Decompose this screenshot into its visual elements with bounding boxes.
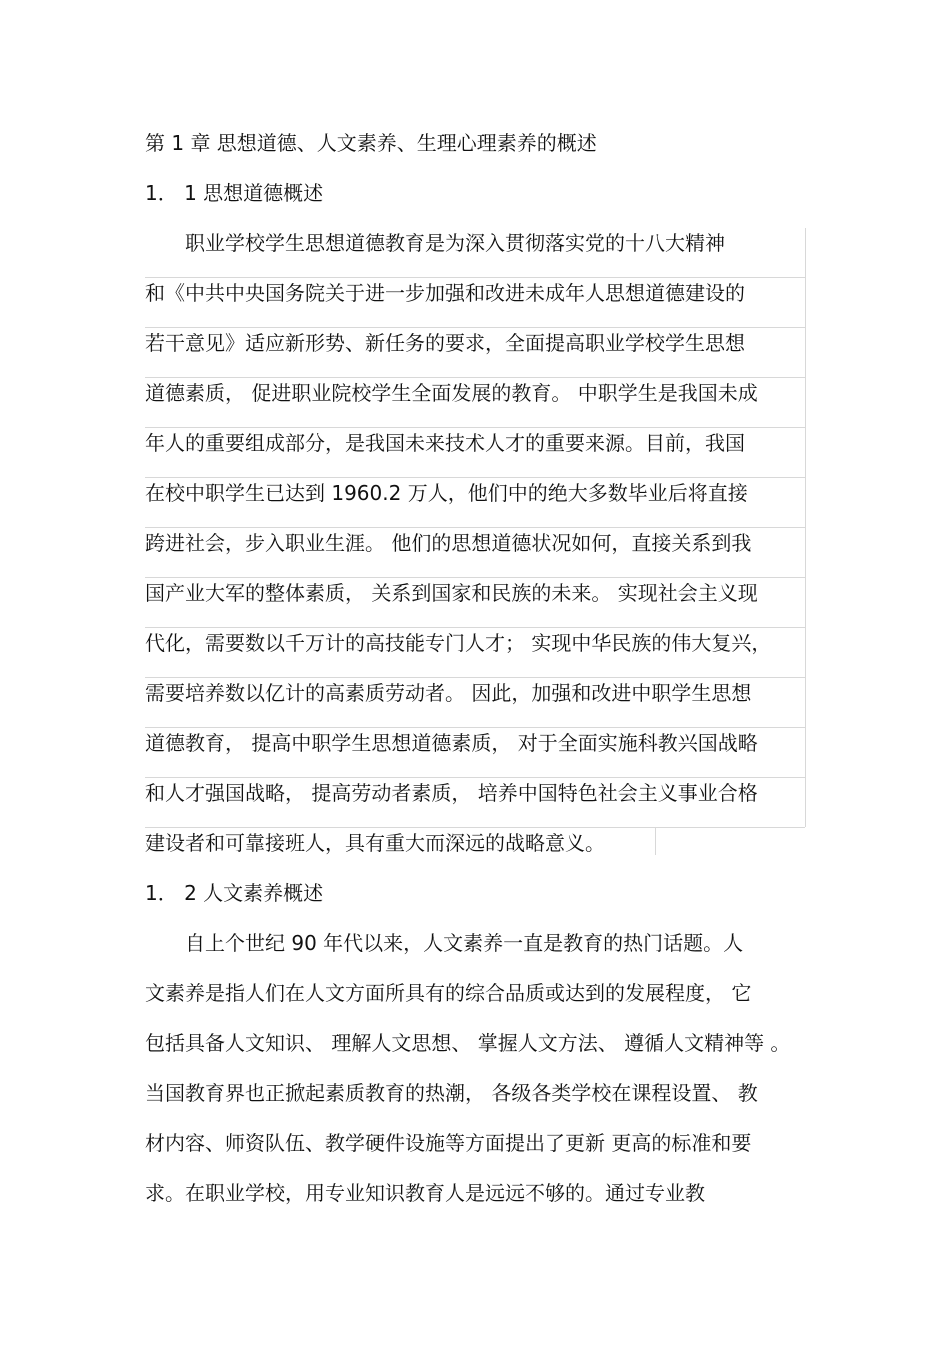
- paragraph-line: 道德教育， 提高中职学生思想道德素质， 对于全面实施科教兴国战略: [145, 731, 758, 755]
- paragraph-line: 若干意见》适应新形势、新任务的要求，全面提高职业学校学生思想: [145, 331, 745, 355]
- paragraph-line: 年人的重要组成部分，是我国未来技术人才的重要来源。目前，我国: [145, 431, 745, 455]
- table-rule: [145, 827, 805, 828]
- paragraph-line: 道德素质， 促进职业院校学生全面发展的教育。 中职学生是我国未成: [145, 381, 758, 405]
- table-rule: [145, 777, 805, 778]
- paragraph-line: 当国教育界也正掀起素质教育的热潮， 各级各类学校在课程设置、 教: [145, 1081, 758, 1105]
- table-rule: [145, 727, 805, 728]
- paragraph-line: 需要培养数以亿计的高素质劳动者。 因此，加强和改进中职学生思想: [145, 681, 752, 705]
- table-rule: [145, 627, 805, 628]
- table-rule: [145, 327, 805, 328]
- paragraph-line: 跨进社会，步入职业生涯。 他们的思想道德状况如何，直接关系到我: [145, 531, 752, 555]
- paragraph-line: 自上个世纪 90 年代以来，人文素养一直是教育的热门话题。人: [185, 931, 744, 955]
- table-rule: [145, 277, 805, 278]
- paragraph-line: 包括具备人文知识、 理解人文思想、 掌握人文方法、 遵循人文精神等 。: [145, 1031, 791, 1055]
- paragraph-line: 材内容、师资队伍、教学硬件设施等方面提出了更新 更高的标准和要: [145, 1131, 752, 1155]
- paragraph-line: 职业学校学生思想道德教育是为深入贯彻落实党的十八大精神: [185, 231, 725, 255]
- paragraph-line: 文素养是指人们在人文方面所具有的综合品质或达到的发展程度， 它: [145, 981, 752, 1005]
- table-rule: [145, 377, 805, 378]
- paragraph-line: 和人才强国战略， 提高劳动者素质， 培养中国特色社会主义事业合格: [145, 781, 758, 805]
- table-rule: [145, 677, 805, 678]
- table-rule: [805, 228, 806, 827]
- table-rule: [655, 827, 656, 855]
- section-heading: 1． 2 人文素养概述: [145, 881, 324, 905]
- table-rule: [145, 527, 805, 528]
- chapter-title: 第 1 章 思想道德、人文素养、生理心理素养的概述: [145, 131, 597, 155]
- paragraph-line: 在校中职学生已达到 1960.2 万人，他们中的绝大多数毕业后将直接: [145, 481, 748, 505]
- paragraph-line: 国产业大军的整体素质， 关系到国家和民族的未来。 实现社会主义现: [145, 581, 758, 605]
- table-rule: [145, 477, 805, 478]
- paragraph-line: 代化，需要数以千万计的高技能专门人才； 实现中华民族的伟大复兴，: [145, 631, 772, 655]
- table-rule: [145, 577, 805, 578]
- table-rule: [145, 427, 805, 428]
- paragraph-line: 建设者和可靠接班人，具有重大而深远的战略意义。: [145, 831, 605, 855]
- paragraph-line: 和《中共中央国务院关于进一步加强和改进未成年人思想道德建设的: [145, 281, 745, 305]
- section-heading: 1． 1 思想道德概述: [145, 181, 324, 205]
- paragraph-line: 求。在职业学校，用专业知识教育人是远远不够的。通过专业教: [145, 1181, 705, 1205]
